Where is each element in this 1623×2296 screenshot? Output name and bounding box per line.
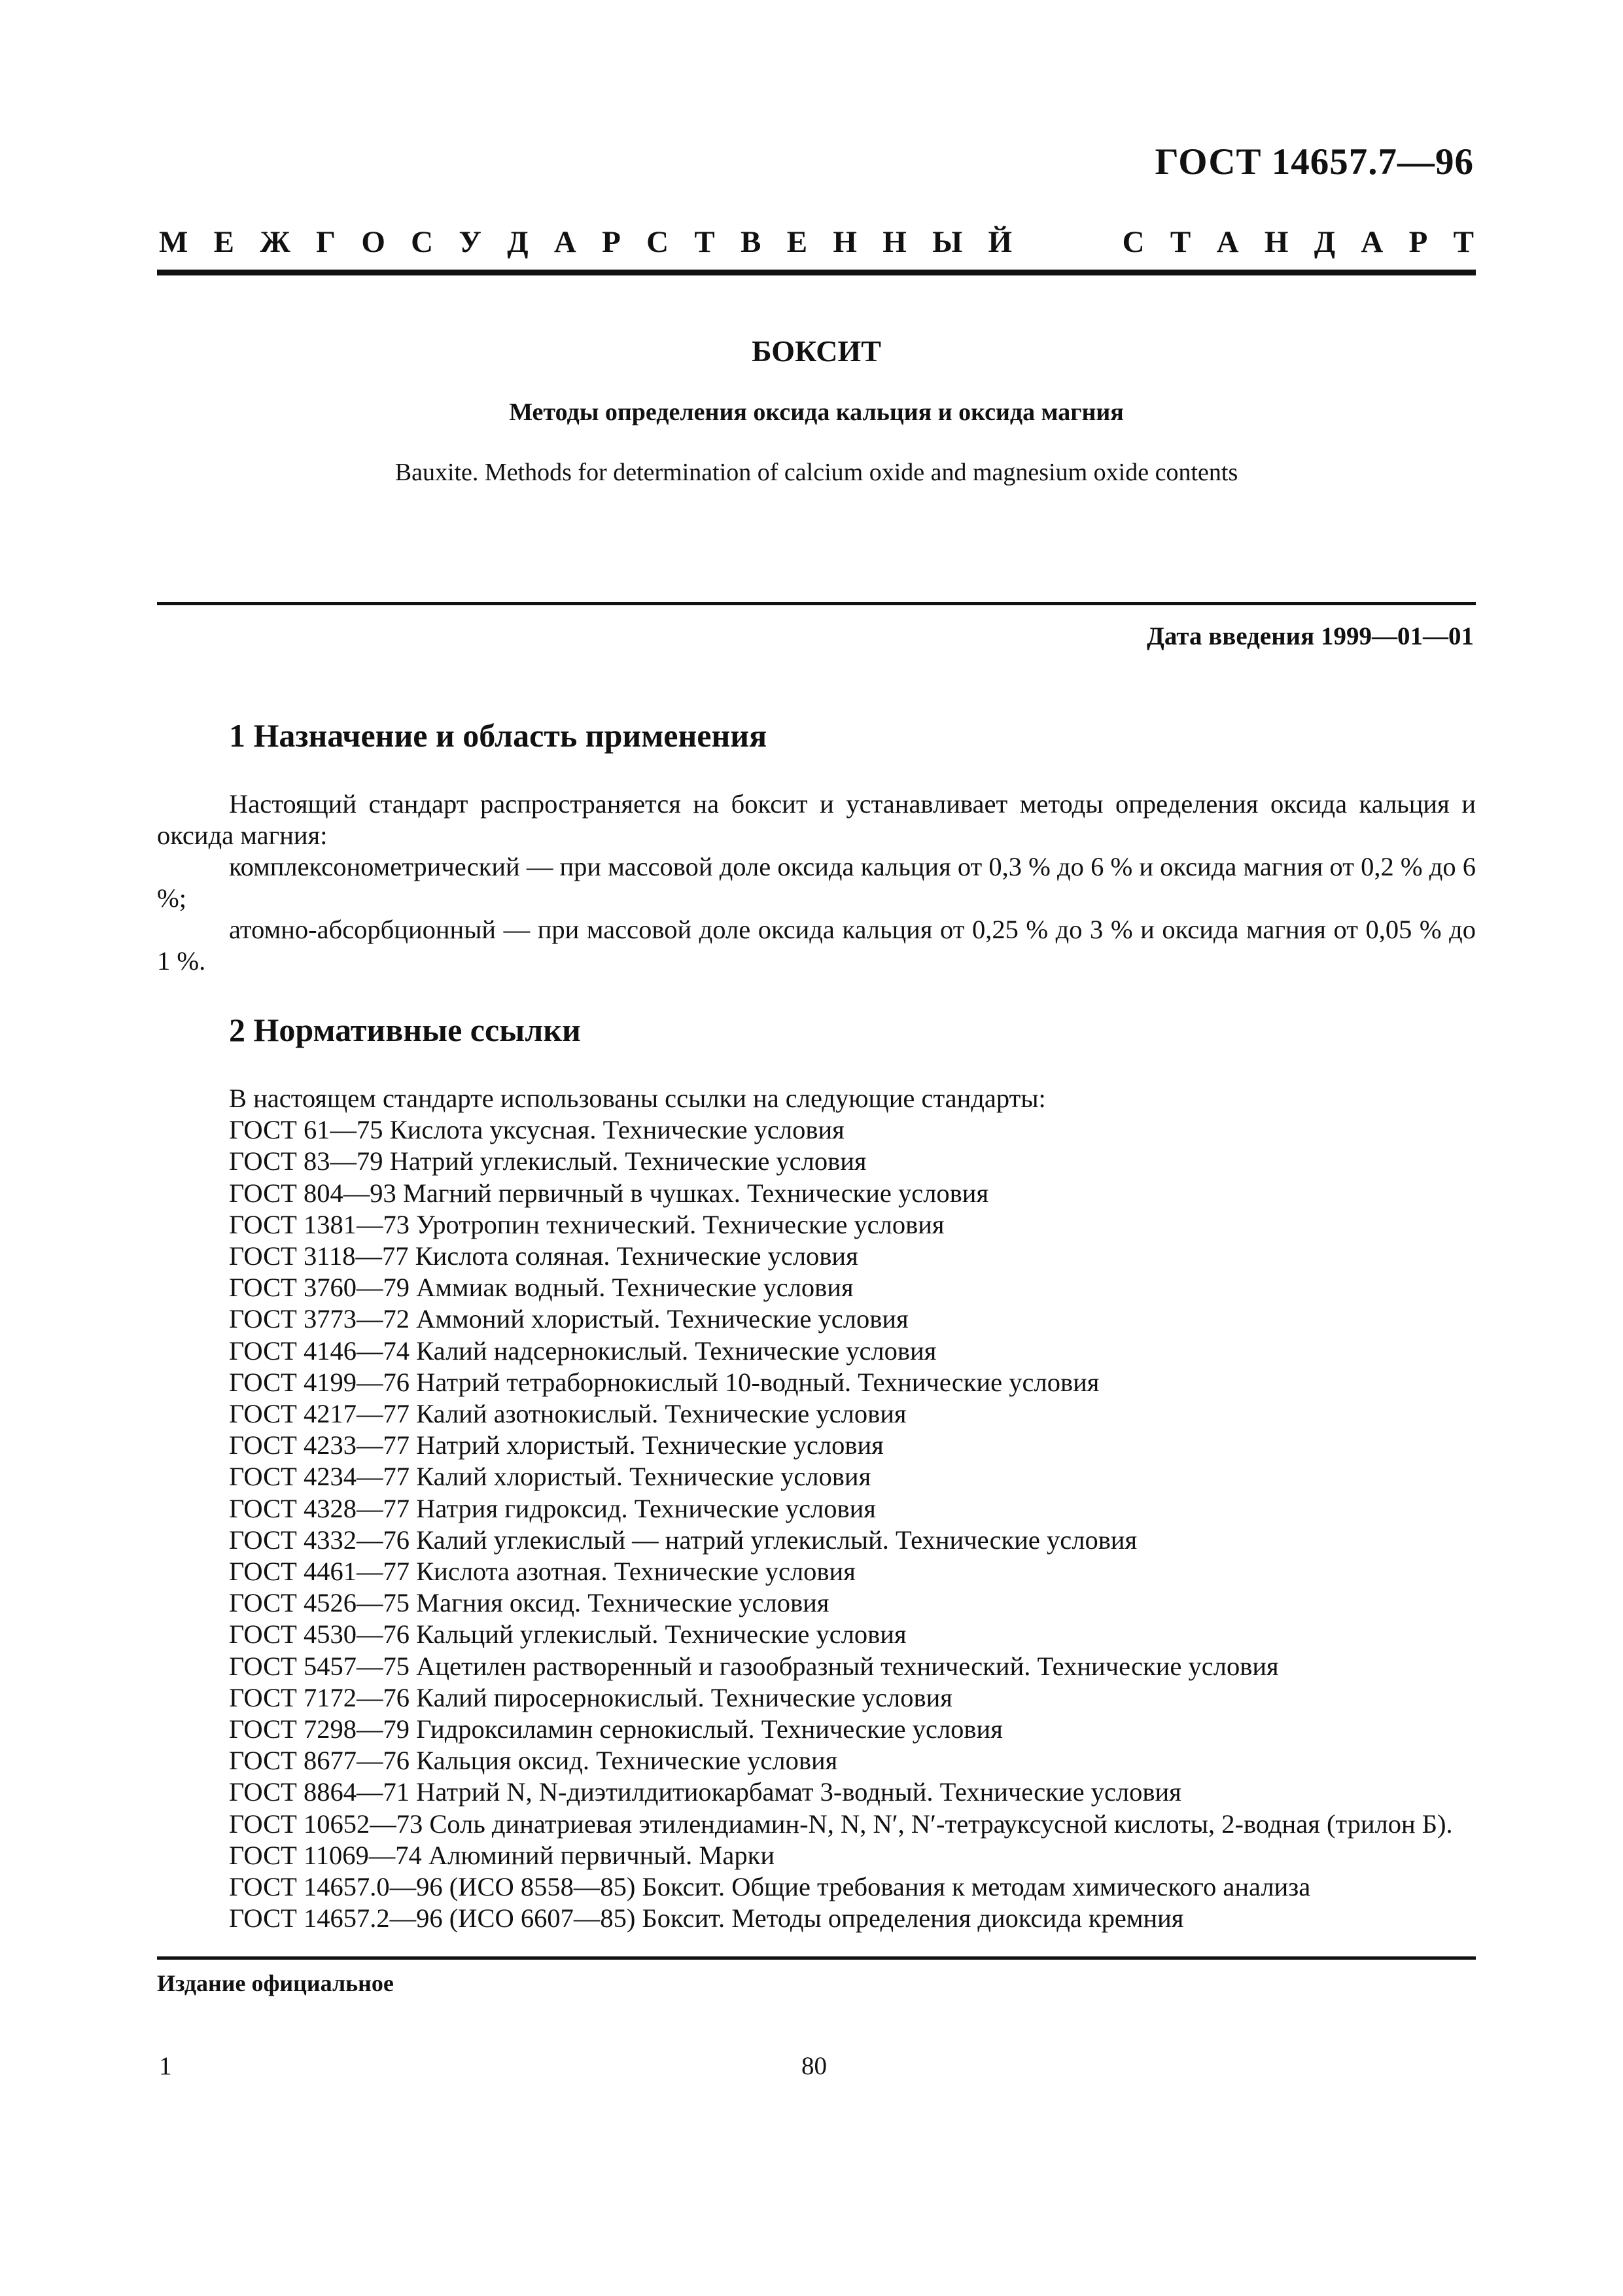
banner-letter: Н [882, 225, 907, 259]
date-of-introduction: Дата введения 1999—01—01 [1147, 622, 1474, 650]
reference-item: ГОСТ 3118—77 Кислота соляная. Технические условия [229, 1241, 858, 1271]
reference-item: ГОСТ 4461—77 Кислота азотная. Технические условия [229, 1557, 856, 1587]
banner-letter: Ы [932, 225, 963, 259]
banner-letter: Е [213, 225, 235, 259]
sheet-number: 1 [159, 2052, 172, 2080]
document-subtitle: Методы определения оксида кальция и оксида магния [509, 398, 1124, 426]
reference-item: ГОСТ 7298—79 Гидроксиламин сернокислый. Технические условия [229, 1714, 1003, 1744]
banner-letter: Е [786, 225, 808, 259]
gost-number: ГОСТ 14657.7—96 [1155, 141, 1474, 183]
banner-letter: О [361, 225, 385, 259]
reference-item: ГОСТ 4328—77 Натрия гидроксид. Технические условия [229, 1493, 876, 1523]
paragraph: Настоящий стандарт распространяется на боксит и устанавливает методы определения оксида кальция и оксида магния: [157, 789, 1476, 850]
banner-letter: Т [1453, 225, 1474, 259]
banner-word-gap [1038, 224, 1096, 260]
reference-item: ГОСТ 61—75 Кислота уксусная. Технические условия [229, 1115, 845, 1145]
section-1-body [157, 788, 1476, 977]
section-1-heading: 1 Назначение и область применения [229, 717, 767, 754]
reference-item: ГОСТ 4199—76 Натрий тетраборнокислый 10-водный. Технические условия [229, 1367, 1100, 1397]
banner-letter: Ж [260, 225, 290, 259]
title-rule [157, 602, 1476, 605]
reference-item: ГОСТ 3773—72 Аммоний хлористый. Технические условия [229, 1304, 909, 1334]
reference-item: ГОСТ 4530—76 Кальций углекислый. Технические условия [229, 1619, 907, 1650]
banner-letter: М [159, 225, 188, 259]
reference-item: ГОСТ 4526—75 Магния оксид. Технические условия [229, 1588, 829, 1618]
banner-letter: Р [602, 225, 621, 259]
reference-item: ГОСТ 3760—79 Аммиак водный. Технические условия [229, 1273, 854, 1303]
normative-references-list [157, 1083, 1476, 1934]
reference-item: ГОСТ 4217—77 Калий азотнокислый. Технические условия [229, 1399, 907, 1429]
reference-item: ГОСТ 7172—76 Калий пиросернокислый. Технические условия [229, 1682, 952, 1712]
reference-item: ГОСТ 83—79 Натрий углекислый. Технические условия [229, 1146, 867, 1176]
banner-letter: А [553, 225, 576, 259]
reference-item-wrapped: ГОСТ 10652—73 Соль динатриевая этилендиамин-N, N, N′, N′-тетрауксусной кислоты, 2-водная (трилон Б). [229, 1809, 1453, 1839]
banner-letter: В [741, 225, 761, 259]
paragraph: атомно-абсорбционный — при массовой доле оксида кальция от 0,25 % до 3 % и оксида магния от 0,05 % до 1 %. [157, 915, 1476, 976]
reference-item: ГОСТ 4146—74 Калий надсернокислый. Технические условия [229, 1335, 937, 1366]
banner-letter: С [1122, 225, 1145, 259]
banner-letter: С [646, 225, 669, 259]
reference-item: ГОСТ 4234—77 Калий хлористый. Технические условия [229, 1462, 871, 1492]
official-edition-label: Издание официальное [157, 1970, 394, 1996]
reference-item: ГОСТ 804—93 Магний первичный в чушках. Технические условия [229, 1178, 989, 1208]
banner-letter: Й [988, 225, 1013, 259]
reference-item: ГОСТ 1381—73 Уротропин технический. Технические условия [229, 1209, 945, 1239]
reference-item: ГОСТ 8864—71 Натрий N, N-диэтилдитиокарбамат 3-водный. Технические условия [229, 1777, 1181, 1807]
references-intro: В настоящем стандарте использованы ссылки на следующие стандарты: [229, 1084, 1046, 1113]
banner-letter: Н [1264, 225, 1289, 259]
section-2-heading: 2 Нормативные ссылки [229, 1012, 581, 1048]
page-number: 80 [801, 2052, 827, 2080]
banner-letter: С [411, 225, 434, 259]
reference-item: ГОСТ 8677—76 Кальция оксид. Технические условия [229, 1746, 838, 1776]
reference-item: ГОСТ 14657.2—96 (ИСО 6607—85) Боксит. Методы определения диоксида кремния [229, 1903, 1184, 1934]
paragraph: комплексонометрический — при массовой доле оксида кальция от 0,3 % до 6 % и оксида магния от 0,2 % до 6 %; [157, 852, 1476, 913]
reference-item: ГОСТ 14657.0—96 (ИСО 8558—85) Боксит. Общие требования к методам химического анализа [229, 1872, 1311, 1902]
reference-item: ГОСТ 11069—74 Алюминий первичный. Марки [229, 1840, 775, 1870]
banner-letter: Т [694, 225, 715, 259]
reference-item: ГОСТ 4233—77 Натрий хлористый. Технические условия [229, 1430, 884, 1460]
banner-letter: Д [507, 225, 529, 259]
reference-item: ГОСТ 4332—76 Калий углекислый — натрий углекислый. Технические условия [229, 1525, 1138, 1555]
banner-letter: Т [1170, 225, 1191, 259]
reference-item: ГОСТ 5457—75 Ацетилен растворенный и газообразный технический. Технические условия [229, 1651, 1279, 1681]
interstate-standard-banner [159, 224, 1474, 260]
banner-letter: Р [1408, 225, 1428, 259]
banner-letter: Н [833, 225, 857, 259]
banner-letter: Д [1314, 225, 1336, 259]
banner-letter: Г [316, 225, 336, 259]
footer-rule [157, 1956, 1476, 1960]
header-rule [157, 270, 1476, 275]
document-title: БОКСИТ [752, 334, 881, 368]
banner-letter: А [1361, 225, 1384, 259]
document-english-title: Bauxite. Methods for determination of calcium oxide and magnesium oxide contents [394, 459, 1238, 486]
banner-letter: А [1216, 225, 1239, 259]
banner-letter: У [459, 225, 481, 259]
